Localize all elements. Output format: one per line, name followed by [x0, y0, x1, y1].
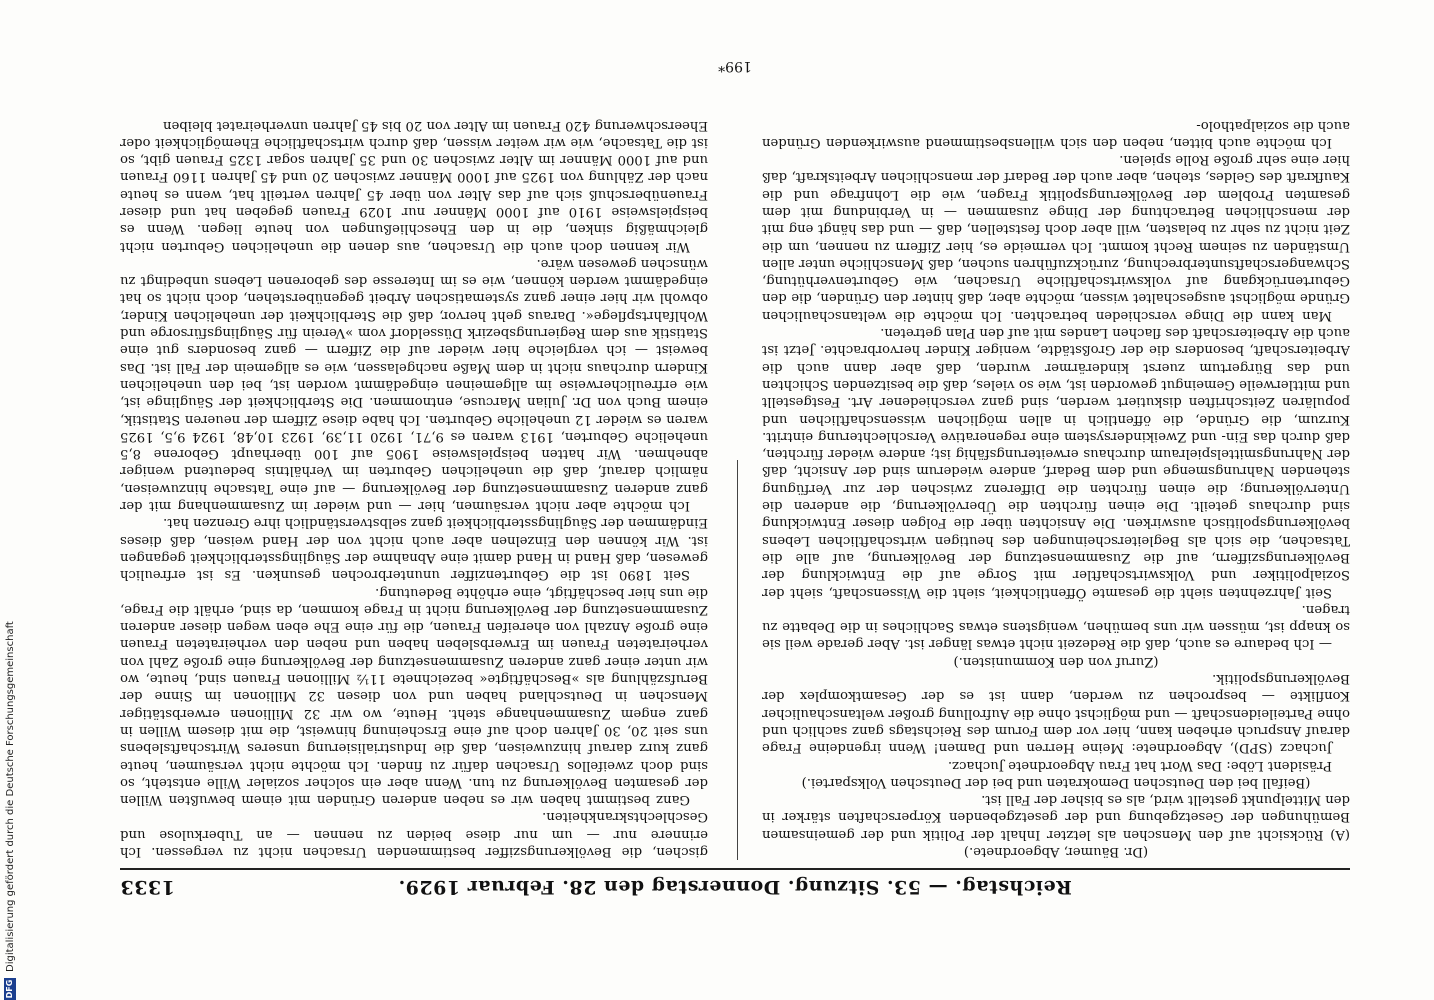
interjection-note: (Zuruf von den Kommunisten.): [953, 653, 1159, 669]
sheet-mark: 199*: [718, 58, 752, 74]
paragraph: — Ich bedaure es auch, daß die Redezeit nicht etwas länger ist. Aber gerade weil sie so knapp ist, müssen wir uns bemühen, wenigstens etwas Sachliches in die Debatte zu tragen.: [762, 601, 1350, 652]
applause-note: (Beifall bei den Deutschen Demokraten und bei der Deutschen Volkspartei.): [801, 774, 1311, 790]
page-number: 1333: [120, 876, 175, 898]
dfg-logo-icon: DFG: [5, 979, 14, 999]
credit-text: Digitalisierung gefördert durch die Deutsche Forschungsgemeinschaft: [4, 621, 16, 972]
paragraph: Ich möchte auch bitten, neben den sich willensbestimmend auswirkenden Gründen auch die sozialpatholo-: [762, 117, 1350, 150]
right-column: [120, 80, 708, 860]
paragraph: Ganz bestimmt haben wir es neben anderen Gründen mit einem bewußten Willen der gesamten Bevölkerung zu tun. Wenn aber ein solcher sozialer Wille entsteht, so sind doch zweifellos Ursachen dafür zu finden. Ich möchte nicht versäumen, heute ganz kurz darauf hinzuweisen, daß die Industrialisierung unseres Wirtschaftslebens uns seit 20, 30 Jahren doch auf eine Erscheinung hinweist, die mit diesem Willen in ganz engem Zusammenhange steht. Heute, wo wir 32 Millionen erwerbstätiger Menschen in Deutschland haben und von diesen 32 Millionen im Sinne der Berufszählung als »Beschäftigte« bezeichnete 11½ Millionen Frauen sind, heute, wo wir unter einer ganz anderen Zusammensetzung der Bevölkerung eine große Zahl von verheirateten Frauen im Erwerbsleben haben und neben den verheirateten Frauen eine große Anzahl von ehereifen Frauen, die für eine Ehe eben wegen dieser anderen Zusammensetzung der Bevölkerung nicht in Frage kommen, da sind, erhält die Frage, die uns hier beschäftigt, eine erhöhte Bedeutung.: [120, 584, 708, 808]
paragraph: Ich möchte aber nicht versäumen, hier — und wieder im Zusammenhang mit der ganz anderen Zusammensetzung der Bevölkerung — auf eine Tatsache hinzuweisen, nämlich darauf, daß die unehelichen Geburten im Verhältnis bedeutend weniger abnehmen. Wir hatten beispielsweise 1905 auf 100 überhaupt Geborene 8,5 uneheliche Geburten, 1913 waren es 9,71, 1920 11,39, 1923 10,48, 1924 9,5, 1925 waren es wieder 12 uneheliche Geburten. Ich habe diese Ziffern der neueren Statistik, einem Buch von Dr. Julian Marcuse, entnommen. Die Sterblichkeit der Säuglinge ist, wie erfreulicherweise im allgemeinen eingedämmt worden ist, bei den unehelichen Kindern durchaus nicht in dem Maße nachgelassen, wie es allgemein der Fall ist. Das beweist — ich vergleiche hier wieder auf die Ziffern — ganz besonders gut eine Statistik aus dem Regierungsbezirk Düsseldorf vom »Verein für Säuglingsfürsorge und Wohlfahrtspflege«. Daraus geht hervor, daß die Sterblichkeit der unehelichen Kinder, obwohl wir hier einer ganz systematischen Arbeit gegenüberstehen, doch nicht so hat eingedämmt werden können, wie es im Interesse des geborenen Lebens unbedingt zu wünschen gewesen wäre.: [120, 255, 708, 514]
speaker-continuation: (Dr. Bäumer, Abgeordnete.): [963, 844, 1149, 859]
rotated-scan: [120, 58, 1350, 900]
paragraph: Man kann die Dinge verschieden betrachten. Ich möchte die weltanschaulichen Gründe möglichst ausgeschaltet wissen, möchte aber, daß hinter den Gründen, die den Geburtenrückgang auf volkswirtschaftliche Ursachen, wie Geburtenverhütung, Schwangerschaftsunterbrechung, zurückzuführen suchen, daß Menschliche unter allen Umständen zu seinem Recht kommt. Ich vermeide es, hier Ziffern zu nennen, um die Zeit nicht zu sehr zu belasten, will aber doch feststellen, daß — und das hängt eng mit der menschlichen Betrachtung der Dinge zusammen — in Verbindung mit dem gesamten Problem der Bevölkerungspolitik Fragen, wie die Lohnfrage und die Kaufkraft des Geldes, stehen, aber auch der Bedarf der menschlichen Arbeitskraft, daß hier eine sehr große Rolle spielen.: [762, 152, 1350, 323]
running-header: [120, 874, 1350, 900]
paragraph: Wir kennen doch auch die Ursachen, aus denen die unehelichen Geburten nicht gleichmäßig sinken, die in den Eheschließungen von heute liegen. Wenn es beispielsweise 1910 auf 1000 Männer nur 1029 Frauen gegeben hat und dieser Frauenüberschuß sich auf das Alter von über 45 Jahren verteilt hat, wenn es heute nach der Zählung von 1925 auf 1000 Männer zwischen 20 und 45 Jahren 1160 Frauen und auf 1000 Männer im Alter zwischen 30 und 35 Jahren sogar 1325 Frauen gibt, so ist die Tatsache, wie wir weiter wissen, daß durch wirtschaftliche Ehemöglichkeit oder Eheerschwerung 420 Frauen im Alter von 20 bis 45 Jahren unverheiratet bleiben: [120, 117, 708, 254]
paragraph: gischen, die Bevölkerungsziffer bestimmenden Ursachen nicht zu vergessen. Ich erinnere nur — um nur diese beiden zu nennen — an Tuberkulose und Geschlechtskrankheiten.: [120, 809, 708, 859]
header-rule: [120, 868, 1350, 870]
left-column: [762, 80, 1350, 860]
header-title: Reichstag. — 53. Sitzung. Donnerstag den 28. Februar 1929.: [398, 876, 1072, 898]
paragraph: Juchacz (SPD), Abgeordnete: Meine Herren und Damen! Wenn irgendeine Frage darauf Anspruch erheben kann, hier vor dem Forum des Reichstags ganz sachlich und ohne Parteileidenschaft — und möglichst ohne die Aufrollung großer weltanschaulicher Konflikte — besprochen zu werden, dann ist es der Gesamtkomplex der Bevölkerungspolitik.: [762, 671, 1350, 756]
digitization-credit: [4, 621, 16, 1000]
paragraph: Seit Jahrzehnten sieht die gesamte Öffentlichkeit, sieht die Wissenschaft, sieht der Sozialpolitiker und Volkswirtschaftler mit Sorge auf die Entwicklung der Bevölkerungsziffern, auf die Zusammensetzung der Bevölkerung, auf alle die Tatsachen, die sich als Begleiterscheinungen des heutigen wirtschaftlichen Lebens bevölkerungspolitisch auswirken. Die Ansichten über die Folgen dieser Entwicklung sind durchaus geteilt. Die einen fürchten die Übervölkerung, die anderen die Untervölkerung; die einen fürchten die Differenz zwischen der zur Verfügung stehenden Nahrungsmenge und dem Bedarf, andere wiederum sind der Ansicht, daß der Nahrungsmittelspielraum durchaus erweiterungsfähig ist; andere wieder fürchten, daß durch das Ein- und Zweikindersystem eine regenerative Verschlechterung eintritt. Kurzum, die Gründe, die öffentlich in allen möglichen wissenschaftlichen und populären Zeitschriften diskutiert werden, sind ganz verschiedener Art. Festgestellt und mittlerweile Gemeingut geworden ist, wie so vieles, daß die besitzenden Schichten und das Bürgertum zuerst kinderärmer wurden, daß aber dann auch die Arbeiterschaft, besonders die der Großstädte, weniger Kinder hervorbrachte. Jetzt ist auch die Arbeiterschaft des flachen Landes mit auf den Plan getreten.: [762, 325, 1350, 600]
paragraph: (A) Rücksicht auf den Menschen als letzter Inhalt der Politik und der gemeinsamen Bemühungen der Gesetzgebung und der gesetzgebenden Körperschaften stärker in den Mittelpunkt gestellt wird, als es bisher der Fall ist.: [762, 792, 1350, 842]
paragraph: Seit 1890 ist die Geburtenziffer ununterbrochen gesunken. Es ist erfreulich gewesen, daß Hand in Hand damit eine Abnahme der Säuglingssterblichkeit gegangen ist. Wir können den Einzelnen aber auch nicht von der Hand weisen, daß dieses Eindämmen der Säuglingssterblichkeit ganz selbstverständlich ihre Grenzen hat.: [120, 515, 708, 583]
column-divider: [737, 460, 738, 860]
president-remark: Präsident Löbe: Das Wort hat Frau Abgeordnete Juchacz.: [947, 757, 1332, 773]
